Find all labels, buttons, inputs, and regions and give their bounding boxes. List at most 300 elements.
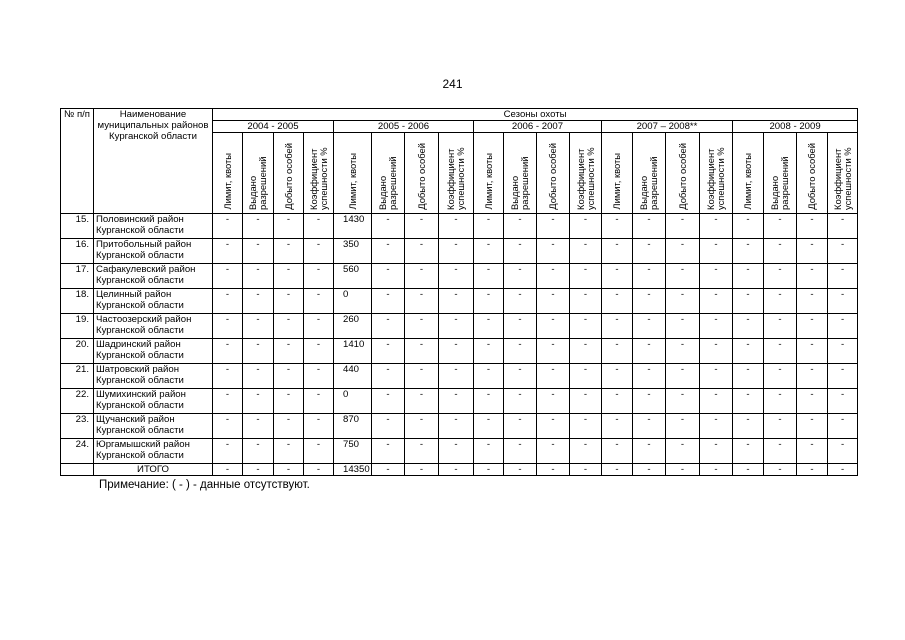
value-cell: - (764, 289, 797, 314)
total-value-cell: - (304, 464, 334, 476)
value-cell: 260 (334, 314, 372, 339)
value-cell: - (304, 389, 334, 414)
value-cell: - (764, 364, 797, 389)
value-cell: - (504, 214, 537, 239)
value-cell: 560 (334, 264, 372, 289)
value-cell: - (828, 214, 858, 239)
sub-header-label: Добыто особей (547, 143, 558, 210)
value-cell: - (797, 314, 828, 339)
value-cell: - (666, 239, 700, 264)
value-cell: - (700, 239, 733, 264)
value-cell: - (764, 389, 797, 414)
total-value-cell: - (504, 464, 537, 476)
value-cell: - (504, 439, 537, 464)
value-cell: - (570, 214, 602, 239)
value-cell: - (828, 364, 858, 389)
value-cell: - (405, 289, 439, 314)
value-cell: - (213, 339, 243, 364)
value-cell: - (700, 214, 733, 239)
sub-header-label: Выдано разрешений (769, 156, 790, 210)
total-value-cell: - (828, 464, 858, 476)
district-name: Юргамышский район Курганской области (94, 439, 213, 464)
value-cell: - (733, 214, 764, 239)
value-cell: - (537, 389, 570, 414)
value-cell: - (243, 414, 274, 439)
value-cell: - (213, 364, 243, 389)
value-cell: - (243, 439, 274, 464)
total-value-cell: - (733, 464, 764, 476)
sub-header-label: Лимит, квоты (611, 153, 622, 210)
value-cell: - (633, 439, 666, 464)
value-cell: - (504, 239, 537, 264)
sub-header (764, 133, 797, 214)
value-cell: - (764, 439, 797, 464)
value-cell: - (828, 339, 858, 364)
value-cell: - (797, 264, 828, 289)
value-cell: - (243, 289, 274, 314)
value-cell: - (700, 314, 733, 339)
value-cell: - (405, 414, 439, 439)
value-cell: - (372, 364, 405, 389)
total-value-cell: - (537, 464, 570, 476)
total-value-cell: - (213, 464, 243, 476)
row-number: 15. (61, 214, 94, 239)
row-number: 23. (61, 414, 94, 439)
value-cell: - (405, 239, 439, 264)
value-cell: - (372, 389, 405, 414)
value-cell: - (405, 264, 439, 289)
value-cell: - (633, 314, 666, 339)
value-cell: - (274, 389, 304, 414)
sub-header (504, 133, 537, 214)
value-cell: - (372, 289, 405, 314)
value-cell: - (213, 214, 243, 239)
seasons-header: Сезоны охоты (213, 109, 858, 121)
district-name: Целинный район Курганской области (94, 289, 213, 314)
district-name: Половинский район Курганской области (94, 214, 213, 239)
sub-header (405, 133, 439, 214)
total-value-cell: - (700, 464, 733, 476)
row-number: 24. (61, 439, 94, 464)
value-cell: - (504, 389, 537, 414)
value-cell: - (797, 414, 828, 439)
value-cell: - (213, 289, 243, 314)
col-name-header: Наименование муниципальных районов Курганской области (94, 109, 213, 214)
value-cell: - (633, 339, 666, 364)
sub-header-label: Выдано разрешений (638, 156, 659, 210)
col-num-header: № п/п (61, 109, 94, 214)
total-value-cell: - (633, 464, 666, 476)
table-row (61, 264, 858, 289)
district-name: Притобольный район Курганской области (94, 239, 213, 264)
value-cell: - (372, 339, 405, 364)
value-cell: - (764, 239, 797, 264)
sub-header (797, 133, 828, 214)
value-cell: - (537, 289, 570, 314)
value-cell: - (764, 264, 797, 289)
value-cell: - (733, 239, 764, 264)
table-row (61, 289, 858, 314)
total-value-cell: - (243, 464, 274, 476)
value-cell: - (372, 439, 405, 464)
value-cell: - (666, 339, 700, 364)
value-cell: - (700, 364, 733, 389)
row-number: 16. (61, 239, 94, 264)
value-cell: - (666, 389, 700, 414)
district-name: Сафакулевский район Курганской области (94, 264, 213, 289)
value-cell: - (537, 314, 570, 339)
value-cell: - (243, 314, 274, 339)
value-cell: - (602, 264, 633, 289)
sub-header-label: Коэффициент успешности % (705, 147, 726, 210)
total-row (61, 464, 858, 476)
value-cell: - (633, 364, 666, 389)
total-value-cell: - (439, 464, 474, 476)
value-cell: - (439, 264, 474, 289)
sub-header (633, 133, 666, 214)
value-cell: - (633, 414, 666, 439)
value-cell: - (405, 439, 439, 464)
sub-header (700, 133, 733, 214)
table-row (61, 439, 858, 464)
value-cell: - (733, 314, 764, 339)
value-cell: - (243, 339, 274, 364)
sub-header-label: Лимит, квоты (482, 153, 494, 210)
value-cell: - (213, 389, 243, 414)
sub-header (570, 133, 602, 214)
value-cell: - (633, 214, 666, 239)
value-cell: - (474, 214, 504, 239)
value-cell: - (474, 389, 504, 414)
value-cell: - (304, 239, 334, 264)
value-cell: - (372, 264, 405, 289)
district-name: Шумихинский район Курганской области (94, 389, 213, 414)
value-cell: - (439, 289, 474, 314)
value-cell: 350 (334, 239, 372, 264)
district-name: Шатровский район Курганской области (94, 364, 213, 389)
value-cell: - (733, 289, 764, 314)
value-cell: - (700, 414, 733, 439)
value-cell: - (439, 389, 474, 414)
value-cell: - (537, 214, 570, 239)
value-cell: - (304, 439, 334, 464)
sub-header-label: Лимит, квоты (221, 153, 233, 210)
value-cell: - (733, 389, 764, 414)
value-cell: - (828, 314, 858, 339)
value-cell: - (828, 414, 858, 439)
value-cell: - (797, 439, 828, 464)
value-cell: - (570, 264, 602, 289)
value-cell: - (602, 389, 633, 414)
value-cell: - (633, 389, 666, 414)
value-cell: 1430 (334, 214, 372, 239)
value-cell: - (243, 264, 274, 289)
value-cell: - (666, 264, 700, 289)
sub-header (602, 133, 633, 214)
value-cell: - (733, 414, 764, 439)
value-cell: - (439, 364, 474, 389)
value-cell: - (304, 414, 334, 439)
value-cell: - (504, 264, 537, 289)
total-label: ИТОГО (94, 464, 213, 476)
value-cell: - (274, 239, 304, 264)
value-cell: - (733, 339, 764, 364)
value-cell: - (570, 339, 602, 364)
value-cell: - (274, 439, 304, 464)
value-cell: - (602, 214, 633, 239)
value-cell: - (797, 339, 828, 364)
value-cell: - (304, 314, 334, 339)
season-header: 2008 - 2009 (733, 121, 858, 133)
season-header: 2006 - 2007 (474, 121, 602, 133)
sub-header-label: Коэффициент успешности % (574, 147, 596, 210)
value-cell: - (700, 264, 733, 289)
value-cell: - (828, 389, 858, 414)
value-cell: - (304, 339, 334, 364)
value-cell: - (666, 439, 700, 464)
sub-header (243, 133, 274, 214)
value-cell: - (439, 439, 474, 464)
value-cell: - (304, 264, 334, 289)
sub-header (304, 133, 334, 214)
district-name: Шадринский район Курганской области (94, 339, 213, 364)
sub-header (213, 133, 243, 214)
value-cell: - (372, 214, 405, 239)
sub-header-label: Добыто особей (415, 143, 427, 210)
value-cell: - (243, 364, 274, 389)
value-cell: - (764, 414, 797, 439)
table-row (61, 389, 858, 414)
note: Примечание: ( - ) - данные отсутствуют. (99, 479, 310, 491)
value-cell: - (602, 289, 633, 314)
value-cell: - (504, 364, 537, 389)
value-cell: - (733, 264, 764, 289)
value-cell: - (243, 239, 274, 264)
season-header: 2005 - 2006 (334, 121, 474, 133)
value-cell: - (274, 364, 304, 389)
value-cell: - (537, 439, 570, 464)
table-row (61, 314, 858, 339)
row-number: 17. (61, 264, 94, 289)
value-cell: - (828, 239, 858, 264)
value-cell: - (213, 264, 243, 289)
sub-header (439, 133, 474, 214)
value-cell: - (439, 214, 474, 239)
value-cell: - (474, 289, 504, 314)
value-cell: - (274, 214, 304, 239)
sub-header (537, 133, 570, 214)
value-cell: - (666, 414, 700, 439)
value-cell: - (537, 239, 570, 264)
value-cell: - (474, 414, 504, 439)
sub-header-label: Добыто особей (282, 143, 294, 210)
value-cell: - (797, 389, 828, 414)
value-cell: - (372, 314, 405, 339)
value-cell: 440 (334, 364, 372, 389)
season-header: 2004 - 2005 (213, 121, 334, 133)
value-cell: - (372, 414, 405, 439)
total-value-cell: - (666, 464, 700, 476)
value-cell: - (700, 339, 733, 364)
district-name: Частоозерский район Курганской области (94, 314, 213, 339)
value-cell: - (764, 214, 797, 239)
value-cell: - (700, 289, 733, 314)
value-cell: - (372, 239, 405, 264)
value-cell: 750 (334, 439, 372, 464)
table-row (61, 414, 858, 439)
value-cell: - (797, 289, 828, 314)
value-cell: - (733, 439, 764, 464)
value-cell: - (474, 339, 504, 364)
sub-header-label: Коэффициент успешности % (831, 147, 853, 210)
row-number: 22. (61, 389, 94, 414)
value-cell: 1410 (334, 339, 372, 364)
value-cell: - (570, 439, 602, 464)
sub-header (733, 133, 764, 214)
row-number: 21. (61, 364, 94, 389)
value-cell: - (602, 339, 633, 364)
sub-header-label: Выдано разрешений (377, 156, 398, 210)
sub-header (828, 133, 858, 214)
value-cell: - (602, 314, 633, 339)
value-cell: - (797, 214, 828, 239)
total-value-cell: - (764, 464, 797, 476)
value-cell: - (474, 239, 504, 264)
value-cell: - (405, 364, 439, 389)
value-cell: - (828, 289, 858, 314)
sub-header-label: Добыто особей (806, 143, 817, 210)
total-value-cell: - (474, 464, 504, 476)
value-cell: - (439, 414, 474, 439)
sub-header-label: Выдано разрешений (247, 156, 268, 210)
value-cell: - (537, 339, 570, 364)
season-header: 2007 – 2008** (602, 121, 733, 133)
sub-header (474, 133, 504, 214)
value-cell: - (733, 364, 764, 389)
value-cell: - (797, 239, 828, 264)
value-cell: - (274, 314, 304, 339)
value-cell: - (243, 214, 274, 239)
sub-header-label: Лимит, квоты (742, 153, 753, 210)
value-cell: - (304, 364, 334, 389)
row-number: 18. (61, 289, 94, 314)
value-cell: - (797, 364, 828, 389)
value-cell: - (274, 289, 304, 314)
total-value-cell: - (405, 464, 439, 476)
value-cell: - (405, 339, 439, 364)
value-cell: - (213, 239, 243, 264)
value-cell: - (504, 414, 537, 439)
value-cell: - (439, 314, 474, 339)
value-cell: - (474, 314, 504, 339)
total-value-cell: 14350 (334, 464, 372, 476)
value-cell: 870 (334, 414, 372, 439)
value-cell: - (274, 264, 304, 289)
table-row (61, 364, 858, 389)
value-cell: - (633, 239, 666, 264)
value-cell: - (439, 239, 474, 264)
value-cell: 0 (334, 289, 372, 314)
value-cell: - (504, 289, 537, 314)
value-cell: - (213, 314, 243, 339)
value-cell: - (633, 264, 666, 289)
value-cell: - (570, 414, 602, 439)
value-cell: - (213, 439, 243, 464)
sub-header (666, 133, 700, 214)
sub-header-label: Выдано разрешений (509, 156, 530, 210)
value-cell: - (274, 414, 304, 439)
value-cell: - (602, 364, 633, 389)
value-cell: - (304, 214, 334, 239)
value-cell: - (700, 389, 733, 414)
value-cell: - (243, 389, 274, 414)
page-number: 241 (442, 77, 463, 91)
value-cell: - (700, 439, 733, 464)
value-cell: - (474, 439, 504, 464)
value-cell: - (537, 264, 570, 289)
value-cell: - (602, 439, 633, 464)
total-num-cell (61, 464, 94, 476)
value-cell: - (602, 239, 633, 264)
value-cell: - (474, 264, 504, 289)
row-number: 19. (61, 314, 94, 339)
value-cell: - (474, 364, 504, 389)
value-cell: - (439, 339, 474, 364)
value-cell: - (570, 389, 602, 414)
total-value-cell: - (372, 464, 405, 476)
value-cell: - (828, 264, 858, 289)
value-cell: - (666, 289, 700, 314)
value-cell: - (304, 289, 334, 314)
value-cell: - (537, 414, 570, 439)
value-cell: - (570, 364, 602, 389)
sub-header (372, 133, 405, 214)
table-row (61, 214, 858, 239)
value-cell: - (570, 314, 602, 339)
total-value-cell: - (570, 464, 602, 476)
value-cell: - (764, 314, 797, 339)
value-cell: - (666, 214, 700, 239)
value-cell: - (504, 339, 537, 364)
table-row (61, 239, 858, 264)
value-cell: - (828, 439, 858, 464)
hunting-seasons-table (60, 108, 858, 476)
value-cell: - (570, 239, 602, 264)
value-cell: - (602, 414, 633, 439)
total-value-cell: - (797, 464, 828, 476)
value-cell: - (405, 389, 439, 414)
value-cell: - (570, 289, 602, 314)
value-cell: - (666, 364, 700, 389)
value-cell: - (274, 339, 304, 364)
value-cell: - (633, 289, 666, 314)
row-number: 20. (61, 339, 94, 364)
value-cell: - (213, 414, 243, 439)
value-cell: - (405, 214, 439, 239)
sub-header (274, 133, 304, 214)
table-row (61, 339, 858, 364)
value-cell: 0 (334, 389, 372, 414)
sub-header (334, 133, 372, 214)
total-value-cell: - (274, 464, 304, 476)
value-cell: - (764, 339, 797, 364)
sub-header-label: Добыто особей (676, 143, 688, 210)
district-name: Щучанский район Курганской области (94, 414, 213, 439)
sub-header-label: Коэффициент успешности % (445, 147, 466, 210)
sub-header-label: Лимит, квоты (346, 153, 358, 210)
sub-header-label: Коэффициент успешности % (307, 147, 329, 210)
value-cell: - (405, 314, 439, 339)
